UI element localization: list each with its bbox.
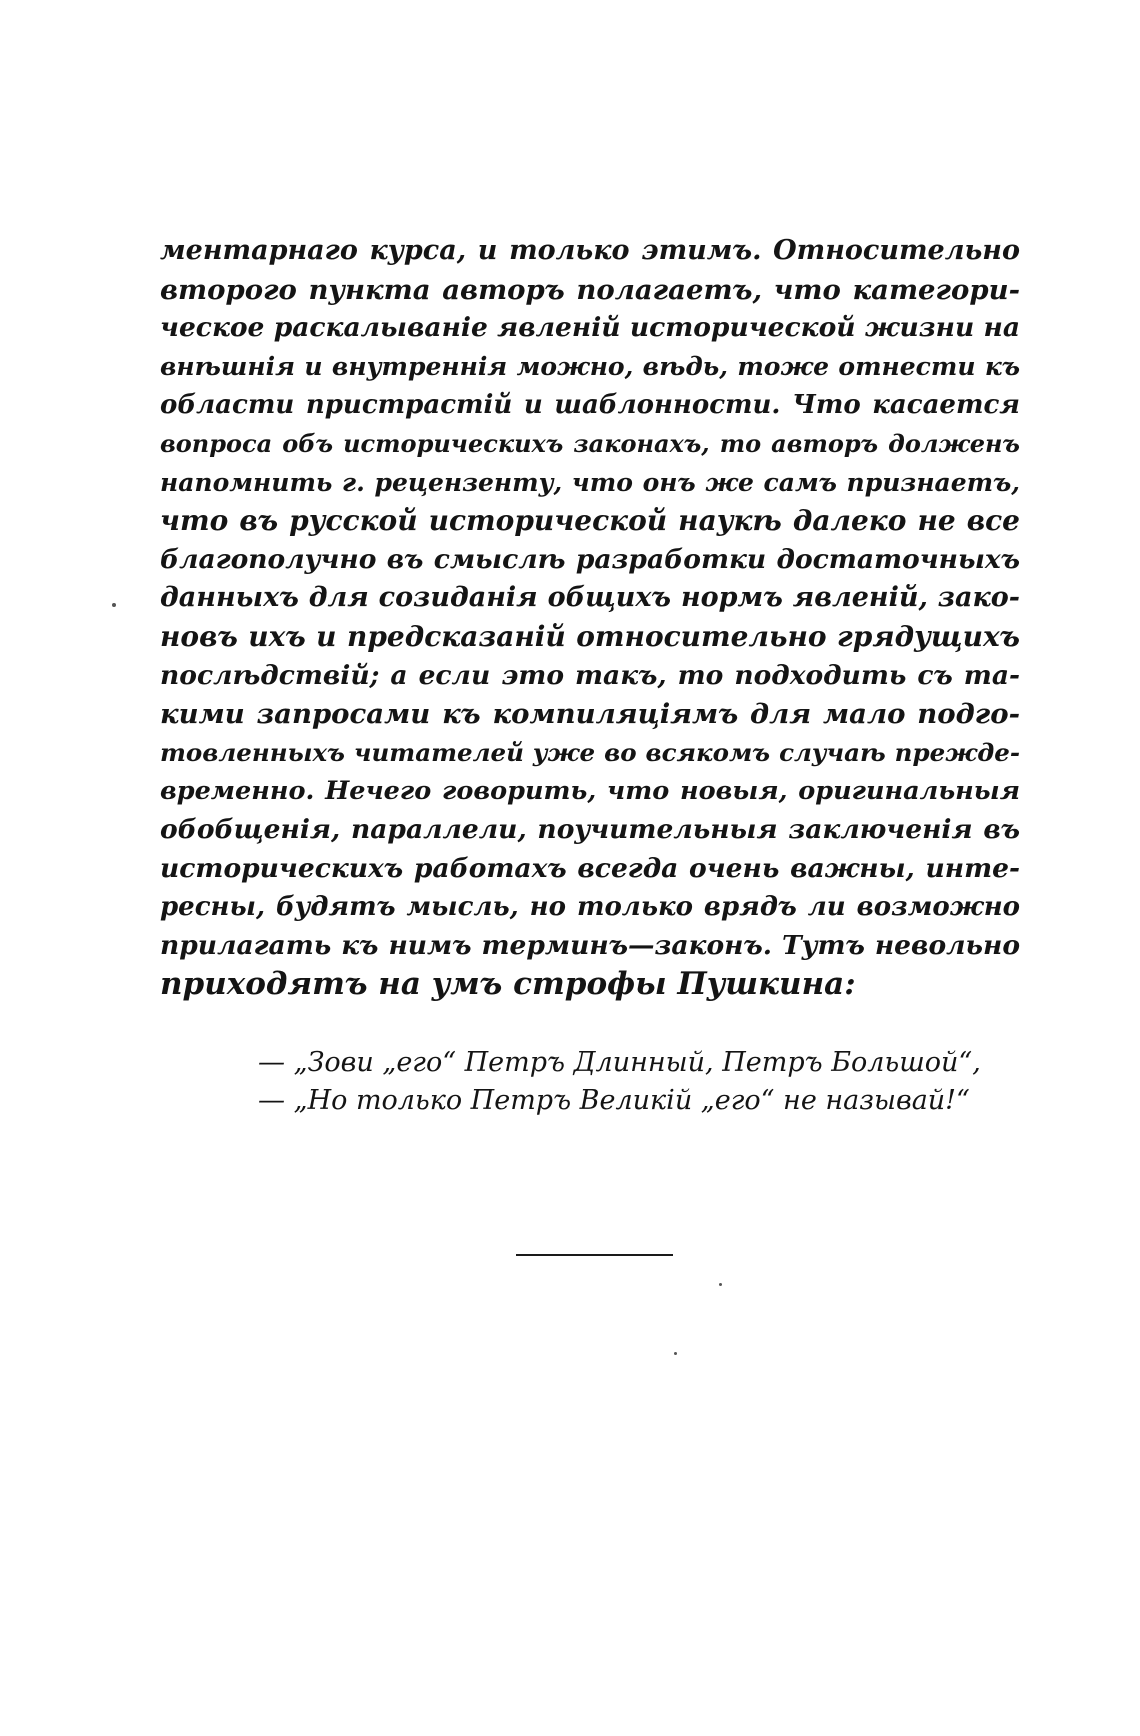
paragraph-line: новъ ихъ и предсказаній относительно грядущихъ (160, 619, 1020, 653)
paragraph-line: благополучно въ смыслѣ разработки достаточныхъ (160, 543, 1020, 575)
paragraph-line: товленныхъ читателей уже во всякомъ случаѣ прежде- (160, 737, 1020, 767)
paragraph-line: обобщенія, параллели, поучительныя заключенія въ (160, 813, 1020, 845)
paragraph-line: что въ русской исторической наукѣ далеко не все (160, 504, 1020, 538)
paragraph-line: ресны, будятъ мысль, но только врядъ ли возможно (160, 892, 1020, 923)
paragraph-line: ческое раскалываніе явленій исторической жизни на (160, 312, 1020, 344)
print-speck (112, 603, 116, 607)
paragraph-line: временно. Нечего говорить, что новыя, оригинальныя (160, 776, 1020, 807)
paragraph-line: внѣшнія и внутреннія можно, вѣдь, тоже отнести къ (160, 351, 1020, 381)
verse-quote (258, 1044, 998, 1120)
paragraph-line: данныхъ для созиданія общихъ нормъ явленій, зако- (160, 582, 1020, 614)
paragraph-line: приходятъ на умъ строфы Пушкина: (160, 966, 856, 1003)
paragraph-line: второго пункта авторъ полагаетъ, что категори- (160, 273, 1020, 306)
print-speck (719, 1283, 722, 1286)
paragraph (160, 232, 1020, 1004)
print-speck (674, 1352, 677, 1355)
verse-line: — „Зови „его“ Петръ Длинный, Петръ Большой“, (258, 1047, 981, 1078)
paragraph-line: кими запросами къ компиляціямъ для мало подго- (160, 698, 1020, 731)
verse-line: — „Но только Петръ Великій „его“ не называй!“ (258, 1085, 970, 1116)
paragraph-line: области пристрастій и шаблонности. Что касается (160, 390, 1020, 421)
paragraph-line: послѣдствій; а если это такъ, то подходить съ та- (160, 659, 1020, 691)
paragraph-line: ментарнаго курса, и только этимъ. Относительно (160, 235, 1020, 266)
paragraph-line: напомнить г. рецензенту, что онъ же самъ признаетъ, (160, 467, 1020, 497)
paragraph-line: историческихъ работахъ всегда очень важны, инте- (160, 852, 1020, 884)
paragraph-line: вопроса объ историческихъ законахъ, то авторъ долженъ (160, 428, 1020, 458)
section-end-rule (516, 1254, 673, 1256)
paragraph-line: прилагать къ нимъ терминъ—законъ. Тутъ невольно (160, 929, 1020, 961)
